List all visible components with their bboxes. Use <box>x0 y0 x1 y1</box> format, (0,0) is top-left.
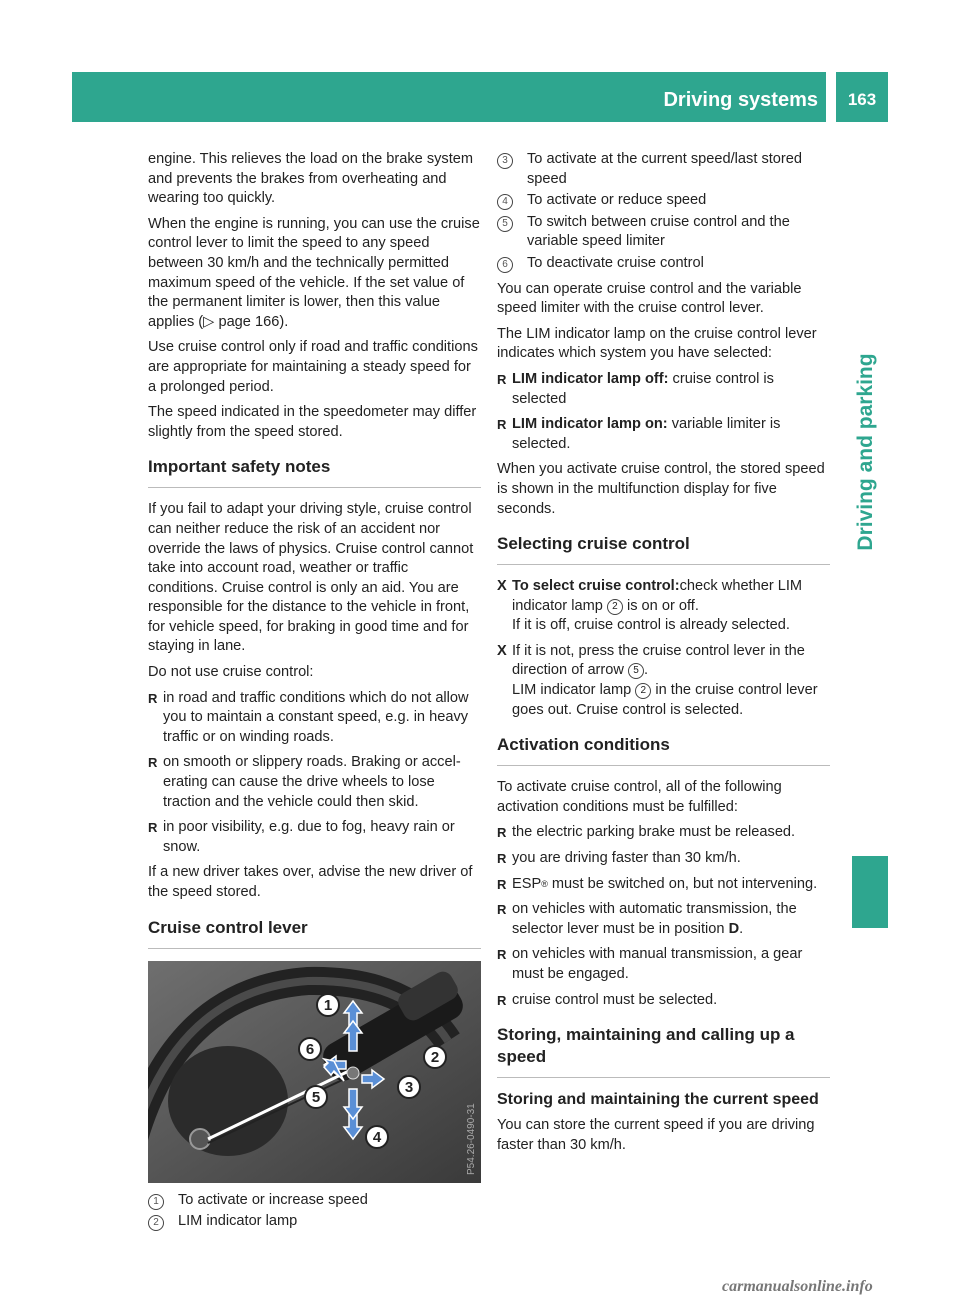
cruise-control-lever-figure <box>148 961 481 1183</box>
left-column <box>148 150 481 1234</box>
heading-lever: Cruise control lever <box>148 917 481 949</box>
heading-select: Selecting cruise control <box>497 533 830 565</box>
side-tab-label: Driving and parking <box>854 353 877 551</box>
paragraph: engine. This relieves the load on the brake system and prevents the brakes from overheating and wearing too quickly. <box>148 151 474 207</box>
header-separator <box>830 72 833 122</box>
list-item: R on smooth or slippery roads. Braking or accelerating can cause the drive wheels to lose traction and the vehicle could then skid. <box>148 753 481 812</box>
list-item: 1 To activate or increase speed <box>148 1191 481 1211</box>
subheading-storing: Storing and maintaining the current speed <box>497 1091 819 1109</box>
heading-activation: Activation conditions <box>497 734 830 766</box>
side-tab-marker <box>852 856 888 928</box>
list-item: R in road and traffic conditions which do not allow you to maintain a constant speed, e.g. in heavy traffic or on winding roads. <box>148 689 481 748</box>
list-item: 5 To switch between cruise control and the variable speed limiter <box>497 213 830 252</box>
list-item: 3 To activate at the current speed/last stored speed <box>497 150 830 189</box>
page-reference-link[interactable]: ▷ page 166 <box>203 313 280 330</box>
callout-2-icon: 2 <box>607 599 623 615</box>
svg-text:3: 3 <box>404 1078 414 1096</box>
heading-safety: Important safety notes <box>148 456 481 488</box>
step-marker-icon: X <box>497 578 507 595</box>
list-item: R the electric parking brake must be released. <box>497 823 830 843</box>
heading-storing: Storing, maintaining and calling up a speed <box>497 1024 830 1078</box>
right-column <box>497 150 830 1161</box>
list-item: R on vehicles with automatic transmission, the selector lever must be in position D. <box>497 900 830 939</box>
callout-2-icon: 2 <box>635 683 651 699</box>
list-item: R LIM indicator lamp on: variable limiter is selected. <box>497 415 830 454</box>
paragraph: You can store the current speed if you are driving faster than 30 km/h. <box>497 1117 815 1153</box>
paragraph: When you activate cruise control, the stored speed is shown in the multifunction display for five seconds. <box>497 461 825 517</box>
svg-text:4: 4 <box>372 1128 382 1146</box>
list-item: R you are driving faster than 30 km/h. <box>497 849 830 869</box>
figure-code: P54.26-0490-31 <box>466 1102 477 1175</box>
svg-text:2: 2 <box>430 1048 440 1066</box>
paragraph: To activate cruise control, all of the following activation conditions must be fulfilled: <box>497 779 782 815</box>
list-item: R cruise control must be selected. <box>497 991 830 1011</box>
list-item: 2 LIM indicator lamp <box>148 1212 481 1232</box>
paragraph: You can operate cruise control and the variable speed limiter with the cruise control lever. <box>497 280 802 317</box>
paragraph: If a new driver takes over, advise the new driver of the speed stored. <box>148 864 473 900</box>
paragraph: The speed indicated in the speedometer may differ slightly from the speed stored. <box>148 404 477 440</box>
paragraph: When the engine is running, you can use the cruise control lever to limit the speed to any speed between 30 km/h and the technically permitted maximum speed of the vehicle. If the set value of the permanent limiter is lower, then this value applies (▷ page 166). <box>148 215 480 330</box>
paragraph: Use cruise control only if road and traffic conditions are appropriate for maintaining a steady speed for a prolonged period. <box>148 339 478 395</box>
paragraph: Do not use cruise control: <box>148 664 314 681</box>
svg-text:1: 1 <box>323 996 333 1014</box>
side-tab <box>840 302 892 602</box>
svg-text:5: 5 <box>311 1088 321 1106</box>
step: X To select cruise control:check whether LIM indicator lamp 2 is on or off. If it is off, cruise control is already selected. <box>497 578 803 634</box>
step: X If it is not, press the cruise control lever in the direction of arrow 5 . LIM indicator lamp 2 in the cruise control lever goes out. Cruise control is selected. <box>497 642 818 718</box>
list-item: 4 To activate or reduce speed <box>497 191 830 211</box>
list-item: R on vehicles with manual transmission, a gear must be engaged. <box>497 945 830 984</box>
paragraph: The LIM indicator lamp on the cruise control lever indicates which system you have selected: <box>497 325 817 362</box>
list-item: R in poor visibility, e.g. due to fog, heavy rain or snow. <box>148 818 481 857</box>
section-title: Driving systems <box>663 89 818 111</box>
list-item: R LIM indicator lamp off: cruise control is selected <box>497 370 830 409</box>
list-item: R ESP® must be switched on, but not intervening. <box>497 875 830 895</box>
paragraph: If you fail to adapt your driving style, cruise control can neither reduce the risk of an accident nor override the laws of physics. Cruise control cannot take into account road, weather or traffic conditions. Cruise control is only an aid. You are responsible for the distance to the vehicle in front, for vehicle speed, for braking in good time and for staying in lane. <box>148 501 474 655</box>
svg-text:6: 6 <box>305 1040 315 1058</box>
step-marker-icon: X <box>497 642 507 659</box>
callout-5-icon: 5 <box>628 663 644 679</box>
page-number: 163 <box>836 72 888 122</box>
footer-watermark[interactable]: carmanualsonline.info <box>722 1278 873 1295</box>
list-item: 6 To deactivate cruise control <box>497 254 830 274</box>
